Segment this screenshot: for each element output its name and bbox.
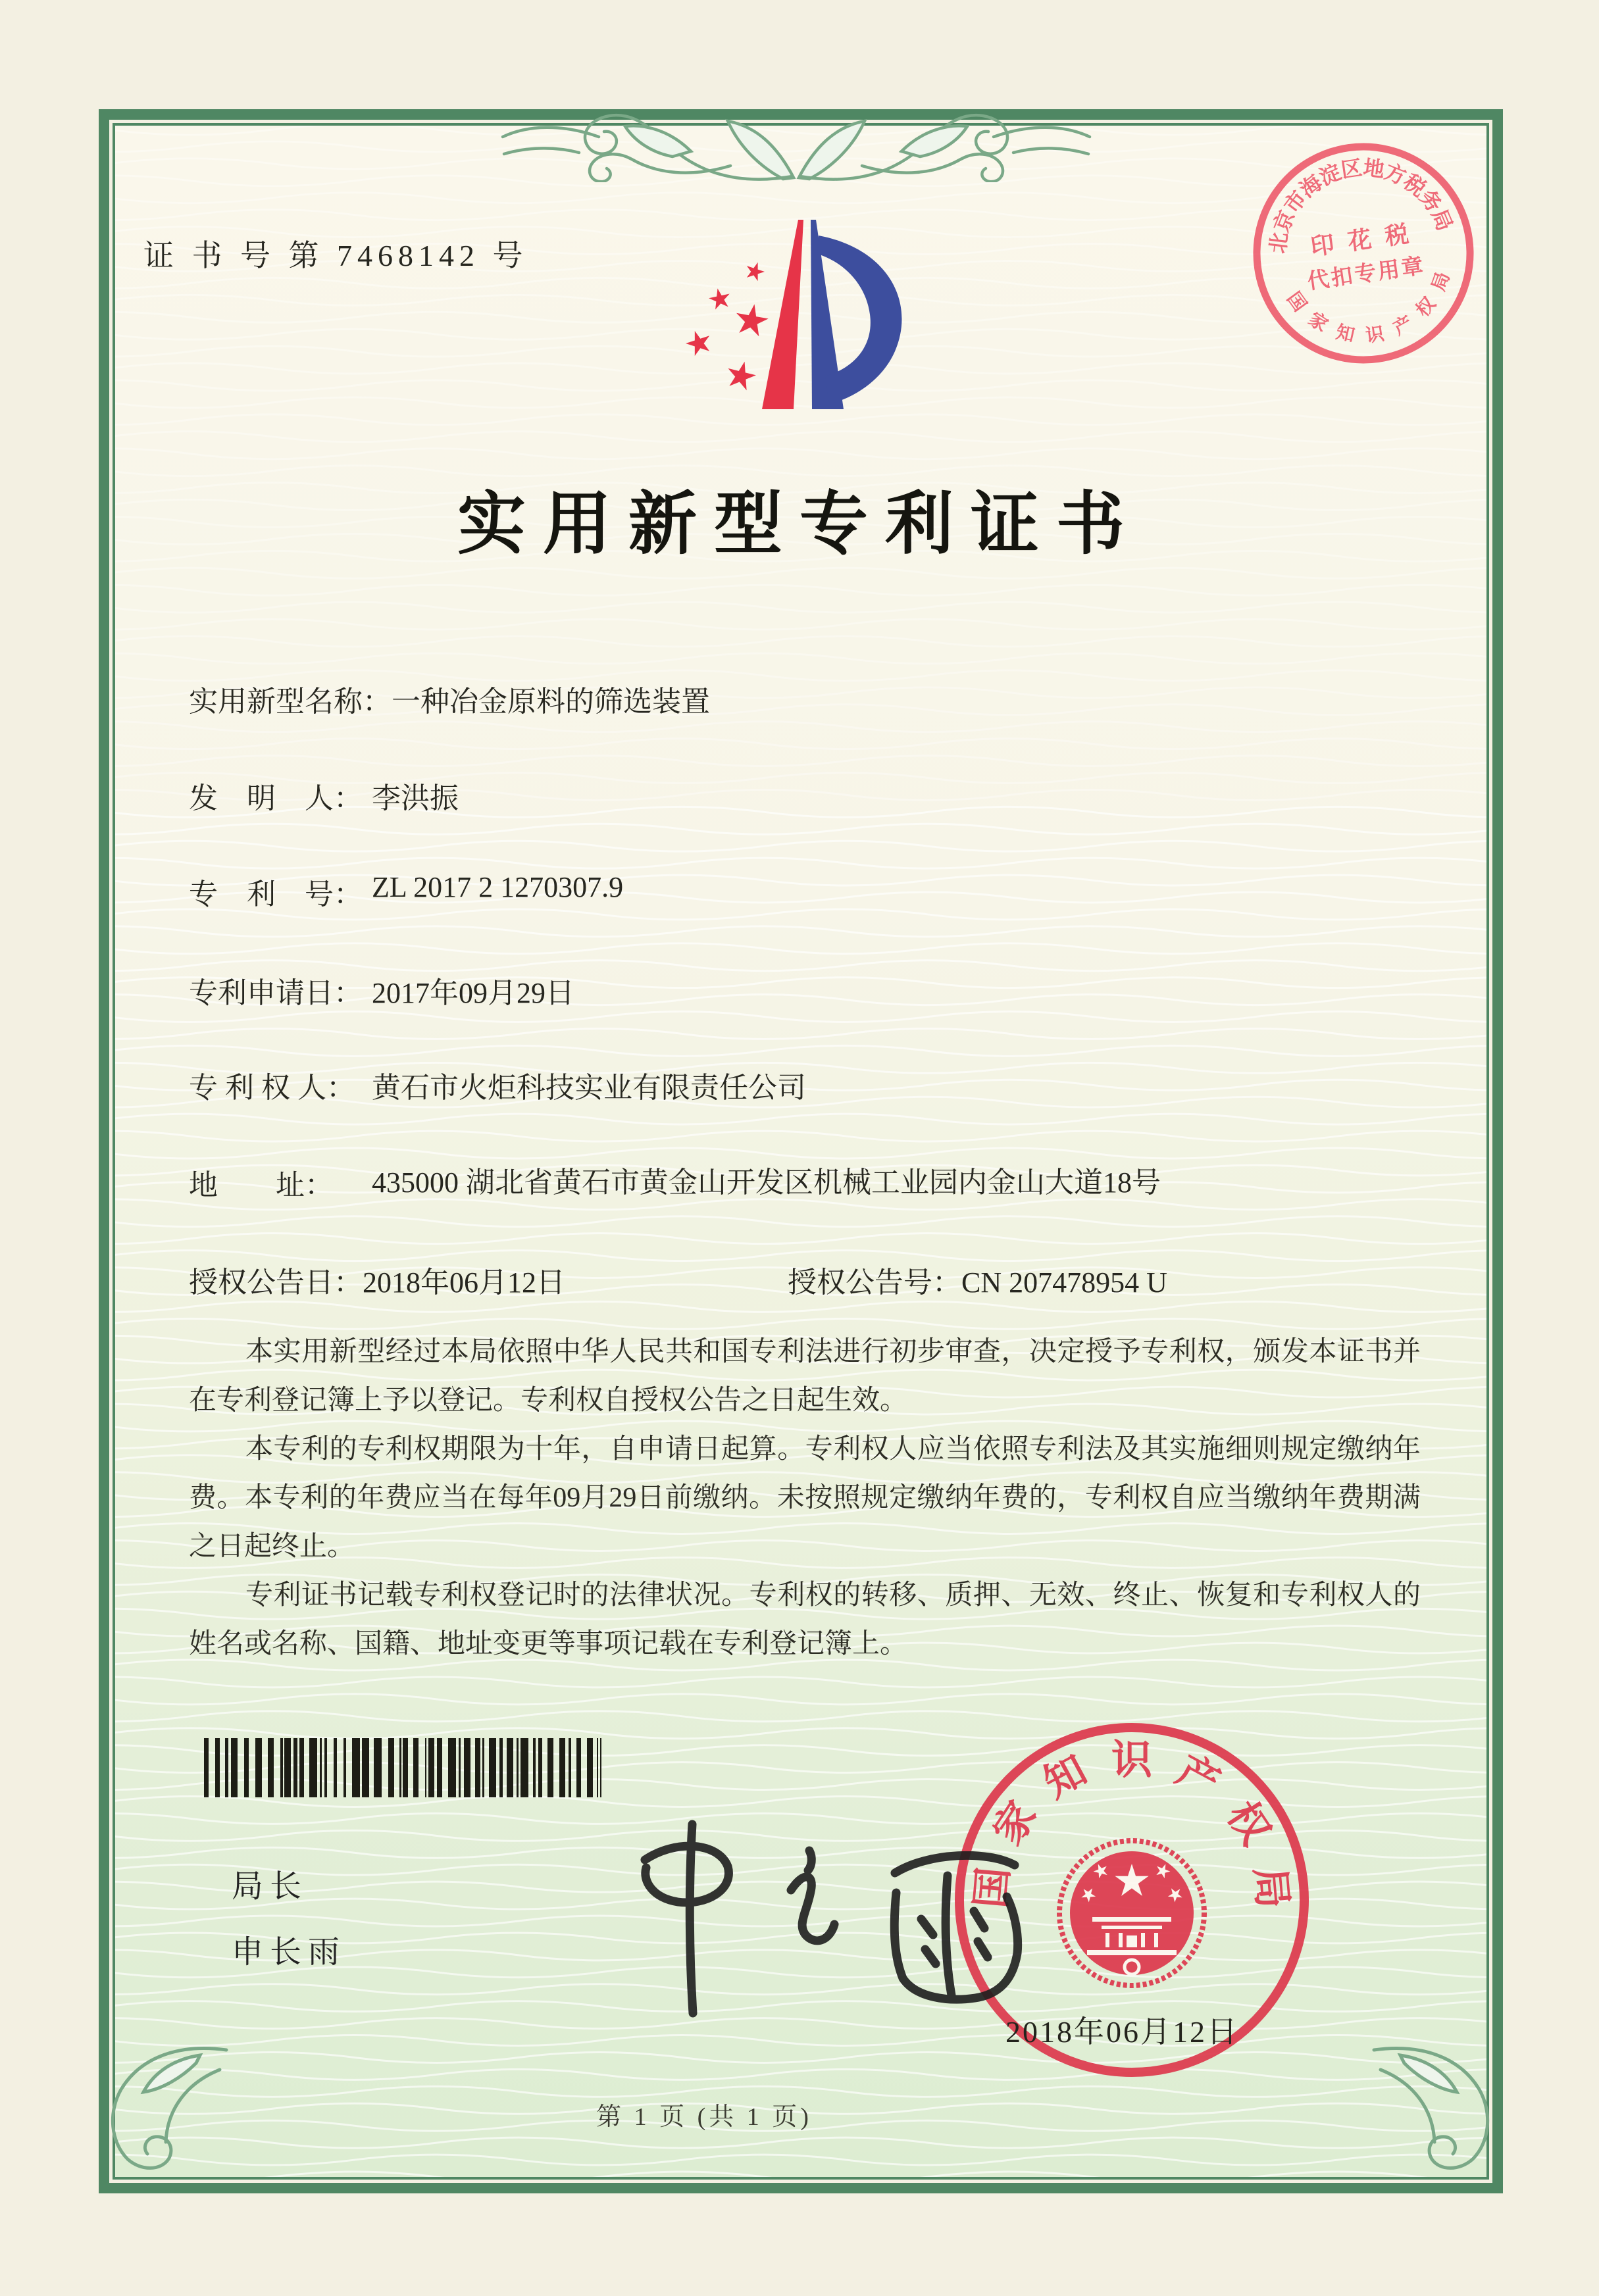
svg-text:区: 区 <box>1339 155 1364 182</box>
svg-text:局: 局 <box>1428 269 1454 294</box>
svg-text:地: 地 <box>1361 155 1386 182</box>
top-border-ornament <box>500 54 1092 182</box>
svg-text:海: 海 <box>1295 170 1327 202</box>
page-footer: 第 1 页 (共 1 页) <box>596 2103 812 2131</box>
stamp-line1: 印 花 税 <box>1309 220 1415 261</box>
svg-text:务: 务 <box>1415 185 1447 216</box>
svg-text:权: 权 <box>1218 1794 1279 1853</box>
svg-text:国: 国 <box>1282 288 1310 316</box>
field-value: 2017年09月29日 <box>372 977 574 1009</box>
svg-text:识: 识 <box>1364 324 1386 347</box>
officer-block <box>232 1854 346 1985</box>
svg-text:局: 局 <box>1427 205 1458 235</box>
svg-text:国: 国 <box>969 1865 1017 1910</box>
svg-text:北: 北 <box>1265 231 1292 255</box>
field-label: 专 利 号： <box>189 878 363 911</box>
paragraph-1: 本实用新型经过本局依照中华人民共和国专利法进行初步审查，决定授予专利权，颁发本证书并在专利登记簿上予以登记。专利权自授权公告之日起生效。 <box>189 1337 1421 1416</box>
field-value: ZL 2017 2 1270307.9 <box>372 871 624 903</box>
legal-text <box>189 1328 1421 1668</box>
field-value: 一种冶金原料的筛选装置 <box>392 686 710 718</box>
svg-text:权: 权 <box>1412 293 1440 321</box>
svg-text:局: 局 <box>1246 1865 1295 1910</box>
stamp-line2: 代扣专用章 <box>1306 254 1427 295</box>
svg-text:产: 产 <box>1390 312 1417 339</box>
paragraph-2: 本专利的专利权期限为十年，自申请日起算。专利权人应当依照专利法及其实施细则规定缴纳年费。本专利的年费应当在每年09月29日前缴纳。未按照规定缴纳年费的，专利权自应当缴纳年费期满之日起终止。 <box>189 1434 1421 1562</box>
svg-text:方: 方 <box>1381 159 1410 189</box>
field-row-filing-date <box>189 969 574 1011</box>
grant-date-label: 授权公告日： <box>189 1266 363 1299</box>
barcode <box>204 1738 608 1797</box>
stamp-tax-seal <box>1245 135 1482 372</box>
field-row-address <box>189 1161 1221 1205</box>
field-value: 李洪振 <box>372 782 459 814</box>
svg-text:家: 家 <box>985 1794 1046 1853</box>
field-row-inventor <box>189 774 459 816</box>
field-row-name <box>189 678 710 720</box>
officer-name: 申长雨 <box>232 1935 347 1970</box>
officer-title: 局长 <box>232 1869 309 1904</box>
svg-text:产: 产 <box>1169 1747 1227 1807</box>
cnipa-logo <box>671 211 948 428</box>
field-row-patent-no <box>189 870 623 912</box>
grant-date-value: 2018年06月12日 <box>363 1266 565 1299</box>
svg-text:知: 知 <box>1334 322 1357 347</box>
svg-text:识: 识 <box>1111 1738 1153 1784</box>
director-signature <box>579 1812 1079 2030</box>
grant-number-label: 授权公告号： <box>788 1266 961 1299</box>
bottom-left-corner-ornament <box>97 2032 233 2183</box>
svg-text:家: 家 <box>1304 309 1332 336</box>
certificate-title: 实用新型专利证书 <box>457 487 1142 562</box>
svg-text:京: 京 <box>1269 207 1300 236</box>
field-value: 435000 湖北省黄石市黄金山开发区机械工业园内金山大道18号 <box>372 1166 1161 1199</box>
field-label: 实用新型名称： <box>189 686 392 718</box>
svg-text:淀: 淀 <box>1315 159 1345 190</box>
svg-text:市: 市 <box>1279 186 1311 218</box>
national-emblem <box>1059 1841 1204 1985</box>
field-label: 专 利 权 人： <box>189 1072 355 1104</box>
grant-number-value: CN 207478954 U <box>961 1266 1167 1299</box>
field-label: 发 明 人： <box>189 782 363 814</box>
certificate-number: 证 书 号 第 7468142 号 <box>143 239 528 272</box>
field-label: 专利申请日： <box>189 977 363 1009</box>
field-label: 地 址： <box>189 1169 334 1201</box>
logo-stars <box>683 259 771 391</box>
field-row-patentee <box>189 1064 806 1106</box>
bottom-right-corner-ornament <box>1367 2032 1503 2183</box>
svg-text:税: 税 <box>1399 169 1431 201</box>
paragraph-3: 专利证书记载专利权登记时的法律状况。专利权的转移、质押、无效、终止、恢复和专利权人的姓名或名称、国籍、地址变更等事项记载在专利登记簿上。 <box>189 1580 1421 1659</box>
field-value: 黄石市火炬科技实业有限责任公司 <box>372 1072 806 1104</box>
grant-date <box>189 1259 565 1301</box>
svg-text:知: 知 <box>1037 1747 1094 1807</box>
seal-date: 2018年06月12日 <box>1005 2015 1239 2049</box>
logo-p-shape <box>762 220 901 409</box>
grant-number <box>788 1259 1167 1301</box>
